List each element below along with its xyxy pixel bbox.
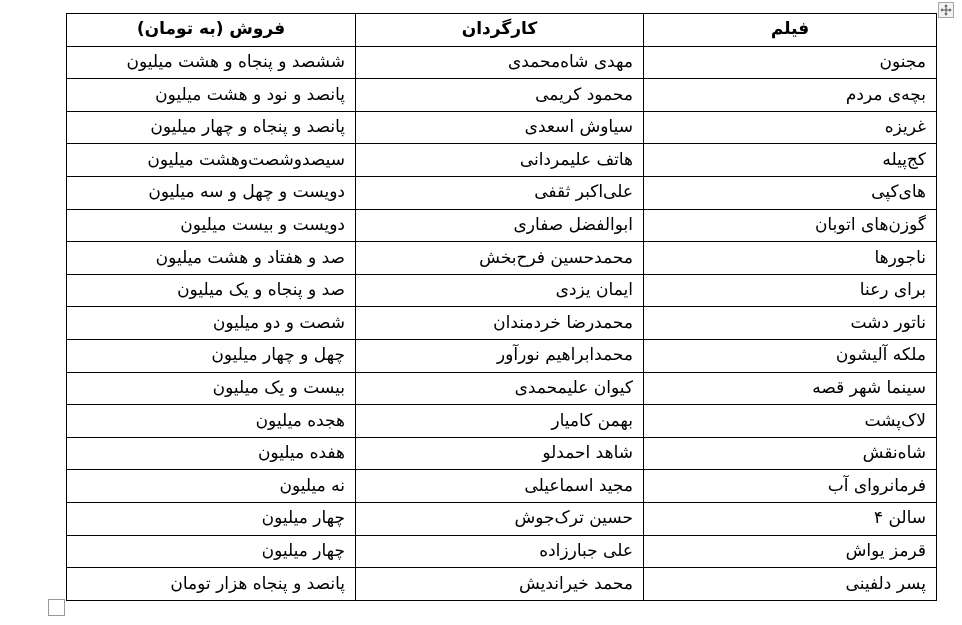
table-row [67,372,937,405]
column-header-sales: فروش (به تومان) [67,14,356,47]
film-cell: ملکه آلیشون [644,339,937,372]
director-cell: علی‌اکبر ثقفی [356,176,644,209]
sales-cell: ششصد و پنجاه و هشت میلیون [67,46,356,79]
table-row [67,242,937,275]
sales-cell: نه میلیون [67,470,356,503]
table-row [67,176,937,209]
sales-cell: چهار میلیون [67,535,356,568]
table-row [67,437,937,470]
sales-cell: سیصدوشصت‌وهشت میلیون [67,144,356,177]
director-cell: مهدی شاه‌محمدی [356,46,644,79]
director-cell: محمدحسین فرح‌بخش [356,242,644,275]
director-cell: کیوان علیمحمدی [356,372,644,405]
director-cell: شاهد احمدلو [356,437,644,470]
table-row [67,535,937,568]
sales-cell: چهار میلیون [67,502,356,535]
sales-cell: چهل و چهار میلیون [67,339,356,372]
director-cell: سیاوش اسعدی [356,111,644,144]
table-resize-handle[interactable] [48,599,65,616]
director-cell: بهمن کامیار [356,405,644,438]
director-cell: مجید اسماعیلی [356,470,644,503]
table-row [67,111,937,144]
sales-cell: پانصد و پنجاه و چهار میلیون [67,111,356,144]
sales-cell: دویست و چهل و سه میلیون [67,176,356,209]
sales-cell: دویست و بیست میلیون [67,209,356,242]
sales-cell: پانصد و نود و هشت میلیون [67,79,356,112]
table-row [67,307,937,340]
table-row [67,46,937,79]
sales-cell: پانصد و پنجاه هزار تومان [67,568,356,601]
director-cell: محمدابراهیم نورآور [356,339,644,372]
sales-cell: شصت و دو میلیون [67,307,356,340]
director-cell: ایمان یزدی [356,274,644,307]
director-cell: حسین ترک‌جوش [356,502,644,535]
film-cell: ناتور دشت [644,307,937,340]
director-cell: محمود کریمی [356,79,644,112]
films-sales-table [66,13,937,601]
table-header-row [67,14,937,47]
sales-cell: بیست و یک میلیون [67,372,356,405]
table-row [67,470,937,503]
film-cell: ناجورها [644,242,937,275]
film-cell: فرمانروای آب [644,470,937,503]
table-row [67,274,937,307]
director-cell: علی جبارزاده [356,535,644,568]
film-cell: غریزه [644,111,937,144]
film-cell: قرمز یواش [644,535,937,568]
film-cell: پسر دلفینی [644,568,937,601]
film-cell: شاه‌نقش [644,437,937,470]
table-row [67,79,937,112]
film-cell: گوزن‌های اتوبان [644,209,937,242]
table-row [67,144,937,177]
table-row [67,405,937,438]
column-header-director: کارگردان [356,14,644,47]
table-body [67,46,937,600]
film-cell: مجنون [644,46,937,79]
table-move-handle[interactable] [938,2,954,18]
film-cell: لاک‌پشت [644,405,937,438]
sales-cell: صد و هفتاد و هشت میلیون [67,242,356,275]
film-cell: های‌کپی [644,176,937,209]
table-row [67,339,937,372]
sales-cell: هفده میلیون [67,437,356,470]
column-header-film: فیلم [644,14,937,47]
film-cell: بچه‌ی مردم [644,79,937,112]
sales-cell: هجده میلیون [67,405,356,438]
move-arrows-icon [940,4,952,16]
director-cell: ابوالفضل صفاری [356,209,644,242]
film-cell: برای رعنا [644,274,937,307]
director-cell: هاتف علیمردانی [356,144,644,177]
director-cell: محمدرضا خردمندان [356,307,644,340]
table-row [67,502,937,535]
table-row [67,209,937,242]
table-row [67,568,937,601]
film-cell: کج‌پیله [644,144,937,177]
film-cell: سالن ۴ [644,502,937,535]
director-cell: محمد خیراندیش [356,568,644,601]
sales-cell: صد و پنجاه و یک میلیون [67,274,356,307]
film-cell: سینما شهر قصه [644,372,937,405]
